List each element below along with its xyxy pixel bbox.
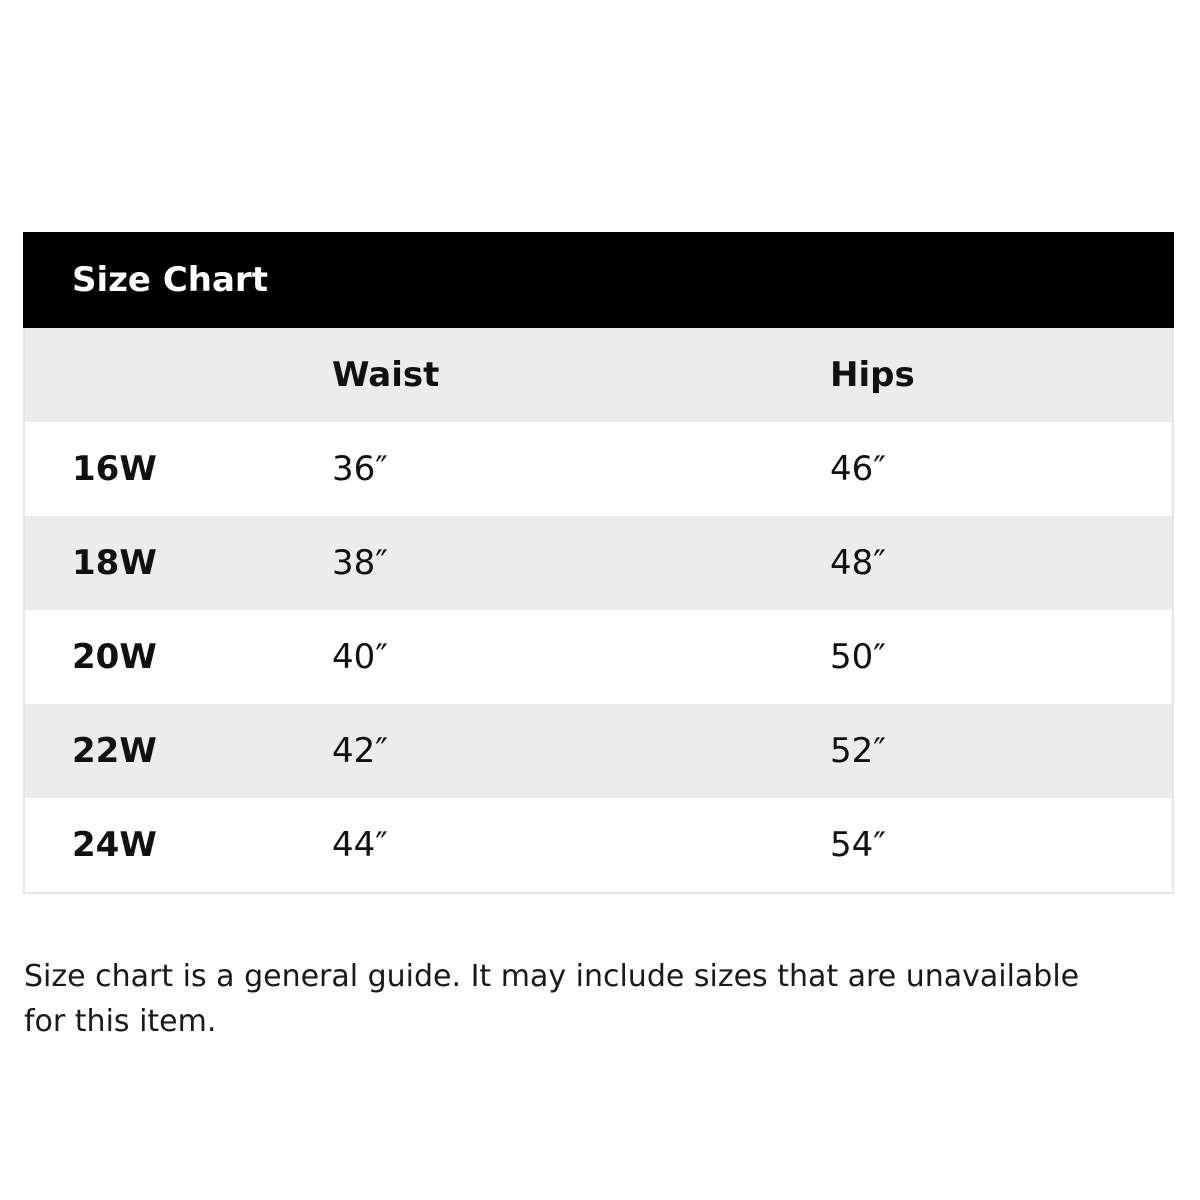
waist-cell: 44″ — [332, 825, 388, 865]
size-chart-table — [23, 232, 1174, 894]
table-header-row — [25, 328, 1172, 422]
table-row — [25, 610, 1172, 704]
size-cell: 20W — [72, 637, 157, 677]
table-row — [25, 516, 1172, 610]
hips-cell: 50″ — [830, 637, 886, 677]
size-cell: 16W — [72, 449, 157, 489]
waist-cell: 42″ — [332, 731, 388, 771]
table-row — [25, 422, 1172, 516]
size-cell: 22W — [72, 731, 157, 771]
header-waist: Waist — [332, 355, 440, 395]
table-row — [25, 798, 1172, 892]
hips-cell: 54″ — [830, 825, 886, 865]
hips-cell: 46″ — [830, 449, 886, 489]
waist-cell: 38″ — [332, 543, 388, 583]
hips-cell: 52″ — [830, 731, 886, 771]
header-hips: Hips — [830, 355, 915, 395]
title-bar — [23, 232, 1174, 328]
waist-cell: 40″ — [332, 637, 388, 677]
table-row — [25, 704, 1172, 798]
hips-cell: 48″ — [830, 543, 886, 583]
size-guide-note: Size chart is a general guide. It may include sizes that are unavailable for this item. — [24, 959, 1080, 1039]
waist-cell: 36″ — [332, 449, 388, 489]
chart-title: Size Chart — [72, 260, 268, 300]
size-cell: 24W — [72, 825, 157, 865]
size-cell: 18W — [72, 543, 157, 583]
